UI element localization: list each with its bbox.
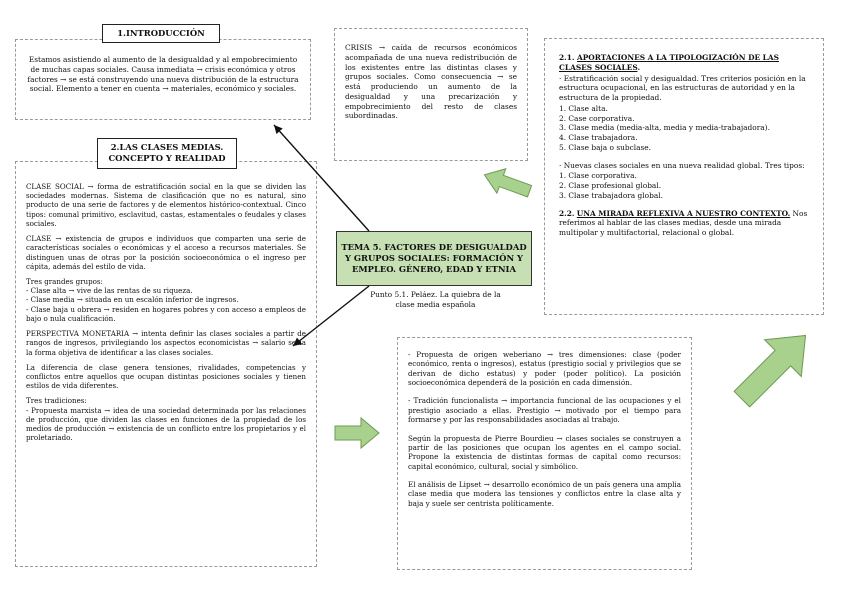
clase-text: CLASE → existencia de grupos e individuos que comparten una serie de características sociales o económicas y el acceso a recursos materiales. Se distinguen unas de otras por la posición socioeconómica o el ingreso per cápita, además del estilo de vida. [26, 234, 306, 271]
aportaciones-intro-2: · Nuevas clases sociales en una nueva realidad global. Tres tipos: [559, 160, 805, 170]
list-item: 1. Clase alta. [559, 103, 608, 113]
funcionalista-text: - Tradición funcionalista → importancia funcional de las ocupaciones y el prestigio asociado a ellas. Prestigio → motivado por el tiempo para formarse y por las responsabilidades asociadas al trabajo. [408, 396, 681, 425]
list-item: 5. Clase baja o subclase. [559, 142, 652, 152]
topic-title: TEMA 5. FACTORES DE DESIGUALDAD Y GRUPOS SOCIALES: FORMACIÓN Y EMPLEO. GÉNERO, EDAD Y ETNIA [341, 242, 527, 274]
list-item: 2. Case corporativa. [559, 113, 635, 123]
diferencia-clase-text: La diferencia de clase genera tensiones, rivalidades, competencias y conflictos entre aquellos que ocupan distintas posiciones sociales y tienen estilos de vida diferentes. [26, 362, 306, 391]
block-arrow-up-left [480, 163, 534, 204]
crisis-text: CRISIS → caída de recursos económicos acompañada de una nueva redistribución de los existentes entre las distintas clases y grupos sociales. Como consecuencia → se está produciendo un aumento de la desigualdad y una precarización y empobrecimiento del resto de clases subordinadas. [345, 43, 517, 121]
weberiano-text: - Propuesta de origen weberiano → tres dimensiones: clase (poder económico, renta o ingresos), estatus (prestigio social y privilegios que se derivan de dicho estatus) y poder (poder político). La posición socioeconómica dependerá de la posición en cada dimensión. [408, 350, 681, 388]
propuesta-marxista-text: - Propuesta marxista → idea de una sociedad determinada por las relaciones de producción, que dividen las clases en funciones de la propiedad de los medios de producción → existencia de un conflicto entre los propietarios y el proletariado. [26, 405, 306, 443]
lipset-text: El análisis de Lipset → desarrollo económico de un país genera una amplia clase media que modera las tensiones y conflictos entre la clase alta y baja y suele ser centrista políticamente. [408, 479, 681, 508]
list-item: 1. Clase corporativa. [559, 171, 637, 181]
connector-arrow-intro [274, 125, 369, 231]
list-item: - Clase baja u obrera → residen en hogares pobres y con acceso a empleos de bajo o nula cualificación. [26, 304, 306, 323]
list-item: 2. Clase profesional global. [559, 181, 662, 191]
clase-social-text: CLASE SOCIAL → forma de estratificación social en la que se dividen las sociedades modernas. Sistema de clasificación que no es natural, sino producto de una serie de factores y de elementos histórico-contextual. Cinco tipos: comunal primitivo, esclavitud, castas, estamentales o feudales y clases sociales. [26, 182, 306, 228]
mirada-section: 2.2. UNA MIRADA REFLEXIVA A NUESTRO CONTEXTO. Nos referimos al hablar de las clases medias, desde una mirada multipolar y multifactorial, relacional o global. [559, 208, 808, 238]
aportaciones-heading: 2.1. APORTACIONES A LA TIPOLOGIZACIÓN DE LAS CLASES SOCIALES. [559, 53, 779, 72]
perspectiva-monetaria-text: PERSPECTIVA MONETARIA → intenta definir las clases sociales a partir de rangos de ingresos, privilegiando los aspectos economicistas → salario sería la forma objetiva de identificar a las clases sociales. [26, 329, 306, 357]
block-arrow-right [335, 418, 379, 448]
intro-text: Estamos asistiendo al aumento de la desigualdad y al empobrecimiento de muchas capas sociales. Causa inmediata → crisis económica y otros factores → se está construyendo una nueva distribución de la estructura social. Elemento a tener en cuenta → materiales, económico y sociales. [27, 55, 299, 94]
bourdieu-text: Según la propuesta de Pierre Bourdieu → clases sociales se construyen a partir de las posiciones que ocupan los agentes en el campo social. Propone la existencia de distintas formas de capital como recursos: capital económico, cultural, social y simbólico. [408, 433, 681, 471]
list-item: 3. Clase trabajadora global. [559, 190, 663, 200]
aportaciones-intro: · Estratificación social y desigualdad. Tres criterios posición en la estructura ocupacional, en las estructuras de autoridad y en la estructura de la propiedad. [559, 73, 806, 103]
connector-arrow-clases [293, 286, 369, 346]
intro-title: 1.INTRODUCCIÓN [102, 24, 220, 43]
list-item: 3. Clase media (media-alta, media y media-trabajadora). [559, 123, 770, 133]
topic-subtitle: Punto 5.1. Peláez. La quiebra de la clase media española [370, 290, 501, 309]
list-item: 4. Clase trabajadora. [559, 133, 638, 143]
grupos-title: Tres grandes grupos: [26, 276, 103, 286]
list-item: - Clase alta → vive de las rentas de su riqueza. [26, 286, 193, 296]
tradiciones-title: Tres tradiciones: [26, 396, 87, 406]
clases-medias-title: 2.LAS CLASES MEDIAS. CONCEPTO Y REALIDAD [97, 138, 237, 169]
block-arrow-up-right [724, 317, 824, 417]
list-item: - Clase media → situada en un escalón inferior de ingresos. [26, 295, 239, 305]
